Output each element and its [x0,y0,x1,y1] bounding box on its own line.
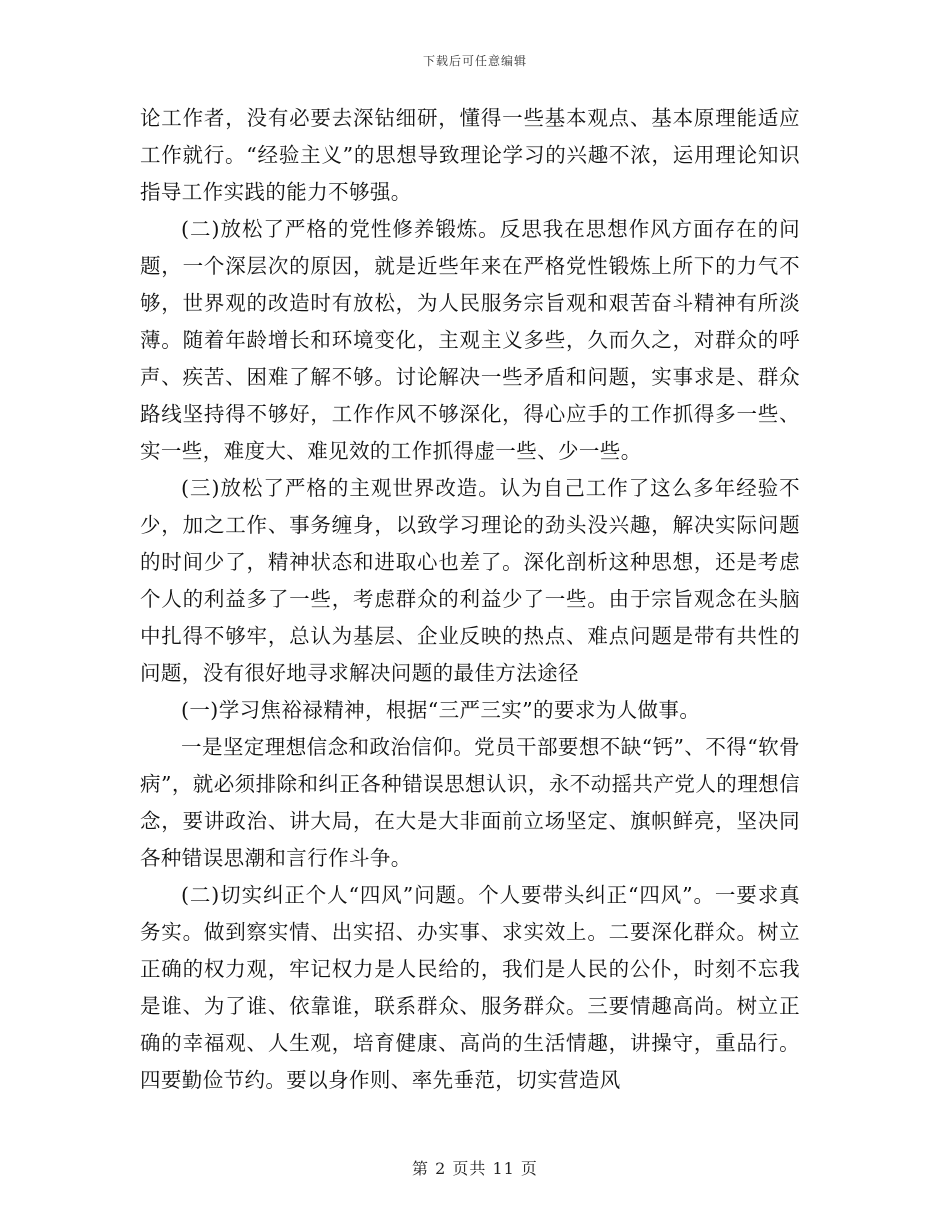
paragraph-3: (三)放松了严格的主观世界改造。认为自己工作了这么多年经验不少，加之工作、事务缠身，以致学习理论的劲头没兴趣，解决实际问题的时间少了，精神状态和进取心也差了。深化剖析这种思想，还是考虑个人的利益多了一些，考虑群众的利益少了一些。由于宗旨观念在头脑中扎得不够牢，总认为基层、企业反映的热点、难点问题是带有共性的问题，没有很好地寻求解决问题的最佳方法途径 [140,476,800,685]
paragraph-5: 一是坚定理想信念和政治信仰。党员干部要想不缺“钙”、不得“软骨病”，就必须排除和纠正各种错误思想认识，永不动摇共产党人的理想信念，要讲政治、讲大局，在大是大非面前立场坚定、旗帜鲜亮，坚决同各种错误思潮和言行作斗争。 [140,735,800,870]
paragraph-1: 论工作者，没有必要去深钻细研，懂得一些基本观点、基本原理能适应工作就行。“经验主义”的思想导致理论学习的兴趣不浓，运用理论知识指导工作实践的能力不够强。 [140,106,800,204]
paragraph-6: (二)切实纠正个人“四风”问题。个人要带头纠正“四风”。一要求真务实。做到察实情、出实招、办实事、求实效上。二要深化群众。树立正确的权力观，牢记权力是人民给的，我们是人民的公仆，时刻不忘我是谁、为了谁、依靠谁，联系群众、服务群众。三要情趣高尚。树立正确的幸福观、人生观，培育健康、高尚的生活情趣，讲操守，重品行。四要勤俭节约。要以身作则、率先垂范，切实营造风 [140,883,800,1092]
paragraph-4: (一)学习焦裕禄精神，根据“三严三实”的要求为人做事。 [181,698,701,722]
page-number-footer: 第 2 页共 11 页 [412,1159,538,1178]
paragraph-2: (二)放松了严格的党性修养锻炼。反思我在思想作风方面存在的问题，一个深层次的原因，就是近些年来在严格党性锻炼上所下的力气不够，世界观的改造时有放松，为人民服务宗旨观和艰苦奋斗精神有所淡薄。随着年龄增长和环境变化，主观主义多些，久而久之，对群众的呼声、疾苦、困难了解不够。讨论解决一些矛盾和问题，实事求是、群众路线坚持得不够好，工作作风不够深化，得心应手的工作抓得多一些、实一些，难度大、难见效的工作抓得虚一些、少一些。 [140,217,800,463]
page-header: 下载后可任意编辑 [422,54,527,68]
document-body [140,100,800,1099]
